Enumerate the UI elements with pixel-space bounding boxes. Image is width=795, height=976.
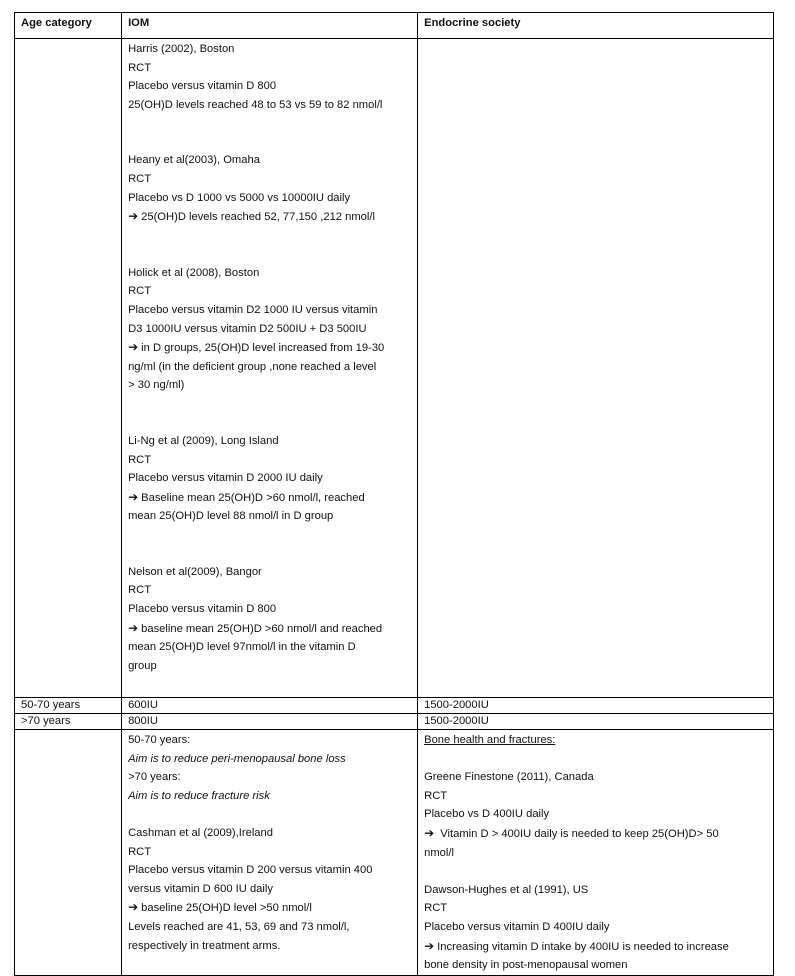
age-cell: [15, 39, 122, 698]
study-result: bone density in post-menopausal women: [424, 959, 628, 972]
spacer: [128, 805, 411, 824]
study-result: mean 25(OH)D level 88 nmol/l in D group: [128, 510, 334, 523]
spacer: [128, 114, 411, 151]
aim-text: Aim is to reduce fracture risk: [128, 789, 270, 802]
study-intervention: Placebo versus vitamin D 400IU daily: [424, 920, 610, 933]
study-title: Heany et al(2003), Omaha: [128, 154, 260, 167]
study-result: baseline 25(OH)D level >50 nmol/l: [141, 902, 312, 915]
study-intervention: D3 1000IU versus vitamin D2 500IU + D3 500IU: [128, 322, 367, 335]
study-block: [128, 563, 411, 676]
iom-dose-cell: 800IU: [122, 714, 418, 730]
study-result: mean 25(OH)D level 97nmol/l in the vitamin D: [128, 641, 356, 654]
study-design: RCT: [128, 453, 152, 466]
study-design: RCT: [128, 845, 152, 858]
spacer: [424, 862, 767, 881]
spacer: [128, 227, 411, 264]
study-design: RCT: [128, 285, 152, 298]
header-endocrine-society: Endocrine society: [418, 13, 774, 39]
study-block: [128, 432, 411, 526]
study-result-line: [128, 898, 411, 918]
study-result: Baseline mean 25(OH)D >60 nmol/l, reached: [141, 491, 365, 504]
study-intervention: Placebo vs D 400IU daily: [424, 808, 550, 821]
age-cell: 50-70 years: [15, 698, 122, 714]
study-result-line: [128, 488, 411, 508]
header-row: [15, 13, 774, 39]
iom-cell: [122, 730, 418, 976]
study-result-line: [128, 338, 411, 358]
right-arrow-icon: ➔: [424, 938, 435, 953]
study-block: [128, 40, 411, 114]
study-result: Increasing vitamin D intake by 400IU is needed to increase: [437, 940, 729, 953]
spacer: [128, 395, 411, 432]
age-cell: [15, 730, 122, 976]
right-arrow-icon: ➔: [128, 900, 139, 915]
study-intervention: Placebo versus vitamin D 800: [128, 80, 277, 93]
study-result-line: [128, 619, 411, 639]
study-block: [128, 264, 411, 395]
study-design: RCT: [424, 902, 448, 915]
vitamin-d-comparison-table: [14, 12, 774, 976]
study-title: Harris (2002), Boston: [128, 43, 235, 55]
study-block: [128, 151, 411, 226]
study-result: baseline mean 25(OH)D >60 nmol/l and reached: [141, 622, 383, 635]
study-intervention: Placebo versus vitamin D 800: [128, 603, 277, 616]
study-title: Greene Finestone (2011), Canada: [424, 771, 594, 784]
study-result-line: [424, 824, 767, 844]
study-result: ng/ml (in the deficient group ,none reached a level: [128, 360, 377, 373]
aim-text: Aim is to reduce peri-menopausal bone loss: [128, 752, 346, 765]
study-title: Cashman et al (2009),Ireland: [128, 826, 273, 839]
study-result: group: [128, 659, 157, 672]
study-intervention: Placebo vs D 1000 vs 5000 vs 10000IU daily: [128, 191, 351, 204]
endocrine-society-cell: [418, 730, 774, 976]
study-intervention: Placebo versus vitamin D2 1000 IU versus vitamin: [128, 303, 378, 316]
es-dose-cell: 1500-2000IU: [418, 698, 774, 714]
right-arrow-icon: ➔: [128, 340, 139, 355]
study-result: in D groups, 25(OH)D level increased from 19-30: [141, 342, 385, 355]
table-row: [15, 714, 774, 730]
header-iom: IOM: [122, 13, 418, 39]
study-note: Levels reached are 41, 53, 69 and 73 nmol/l,: [128, 920, 350, 933]
table-row: [15, 698, 774, 714]
study-intervention: Placebo versus vitamin D 2000 IU daily: [128, 472, 323, 485]
header-age-category: Age category: [15, 13, 122, 39]
spacer: [424, 750, 767, 769]
table-row: [15, 39, 774, 698]
study-result-line: [128, 207, 411, 227]
study-result: > 30 ng/ml): [128, 379, 185, 392]
study-title: Holick et al (2008), Boston: [128, 266, 260, 279]
spacer: [128, 526, 411, 563]
right-arrow-icon: ➔: [128, 620, 139, 635]
study-result: nmol/l: [424, 846, 454, 859]
table-row: [15, 730, 774, 976]
study-result-line: [424, 937, 767, 957]
age-cell: >70 years: [15, 714, 122, 730]
right-arrow-icon: ➔: [424, 825, 435, 840]
study-design: RCT: [128, 61, 152, 74]
study-result: 25(OH)D levels reached 52, 77,150 ,212 nmol/l: [141, 211, 375, 224]
aim-label: 50-70 years:: [128, 734, 191, 746]
study-intervention: Placebo versus vitamin D 200 versus vitamin 400: [128, 864, 373, 877]
right-arrow-icon: ➔: [128, 209, 139, 224]
iom-dose-cell: 600IU: [122, 698, 418, 714]
study-note: respectively in treatment arms.: [128, 939, 281, 952]
study-intervention: versus vitamin D 600 IU daily: [128, 882, 273, 895]
section-heading: Bone health and fractures:: [424, 734, 556, 746]
study-title: Nelson et al(2009), Bangor: [128, 565, 262, 578]
study-result: Vitamin D > 400IU daily is needed to keep 25(OH)D> 50: [437, 827, 719, 840]
study-title: Li-Ng et al (2009), Long Island: [128, 434, 279, 447]
study-design: RCT: [128, 584, 152, 597]
iom-cell: [122, 39, 418, 698]
endocrine-society-cell: [418, 39, 774, 698]
study-design: RCT: [424, 789, 448, 802]
es-dose-cell: 1500-2000IU: [418, 714, 774, 730]
study-design: RCT: [128, 172, 152, 185]
aim-label: >70 years:: [128, 771, 181, 784]
study-title: Dawson-Hughes et al (1991), US: [424, 883, 589, 896]
right-arrow-icon: ➔: [128, 489, 139, 504]
study-result: 25(OH)D levels reached 48 to 53 vs 59 to 82 nmol/l: [128, 98, 383, 111]
